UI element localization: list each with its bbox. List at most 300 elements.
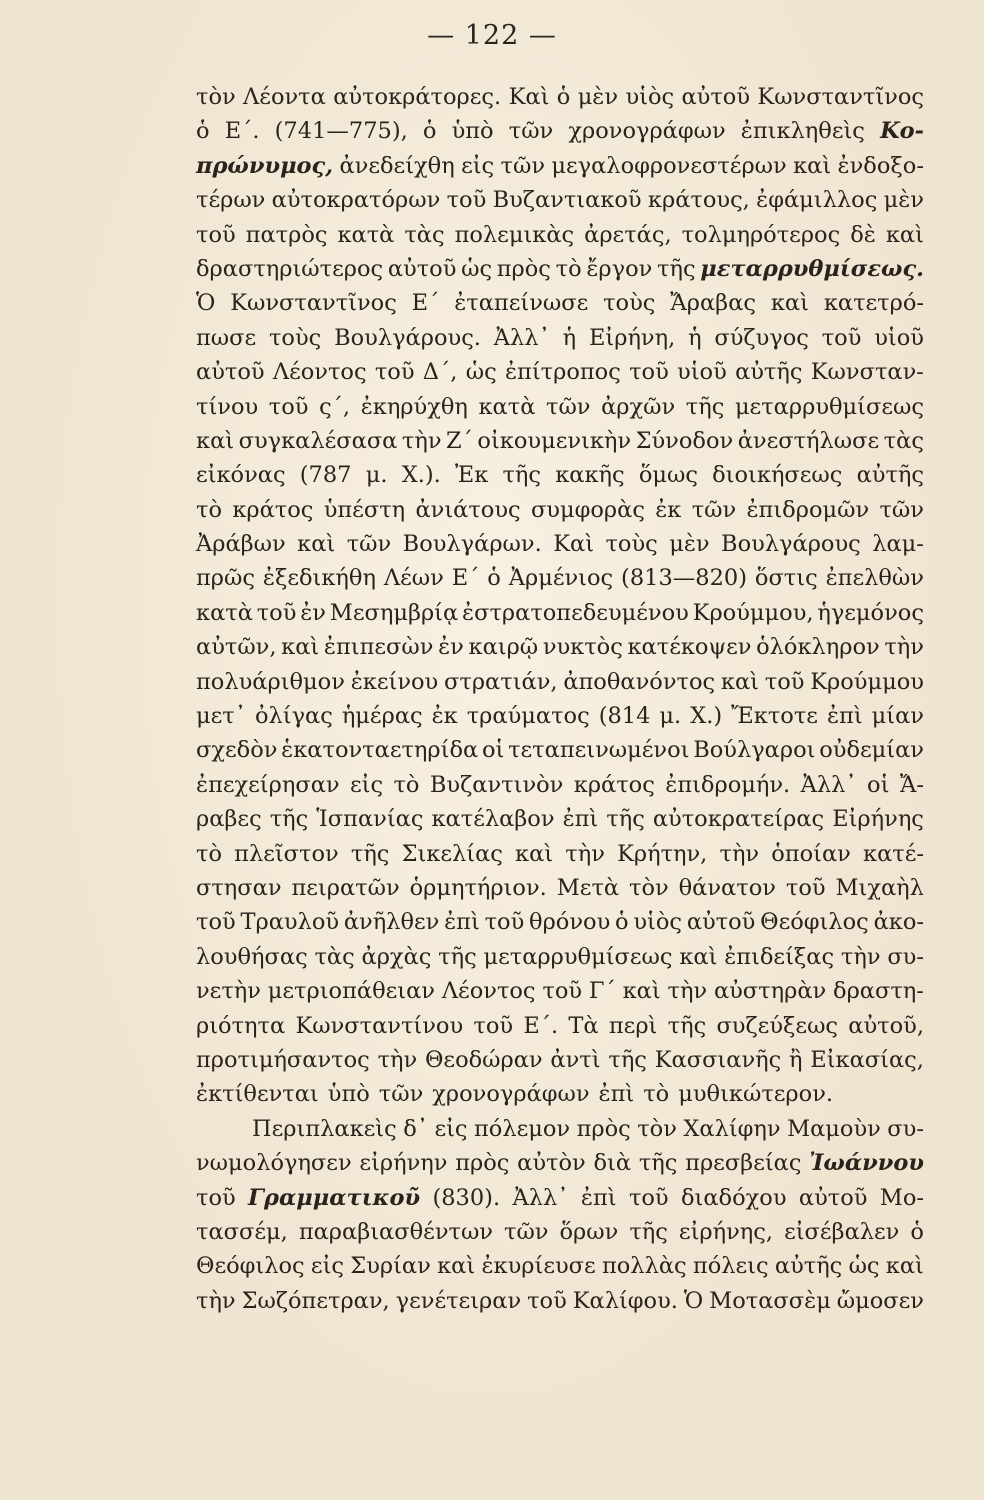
text-word: ἀρχῶν: [601, 393, 676, 420]
text-line: [196, 596, 924, 630]
text-word: τοῦ: [629, 359, 669, 386]
text-line: [196, 355, 924, 389]
text-word: Ὁ: [683, 1287, 704, 1314]
text-word: Τραυλοῦ: [240, 909, 340, 936]
text-word: τῆς: [269, 806, 309, 833]
text-word: χρονογράφων: [568, 118, 726, 145]
text-line: [196, 458, 924, 492]
text-word: προτιμήσαντος: [196, 1046, 370, 1073]
text-word: Βουλγάρους: [721, 531, 861, 558]
text-word: τοὺς: [268, 324, 322, 351]
text-word: τοῦ: [256, 599, 297, 626]
text-word: τῶν: [691, 496, 737, 523]
text-word: Ε΄.: [224, 118, 260, 145]
text-word: τοῦ: [473, 1012, 514, 1039]
text-word: Καὶ: [553, 531, 595, 558]
text-word: ὀλίγας: [254, 703, 333, 730]
text-word: ἡμέρας: [341, 703, 423, 730]
text-word: πρῶς: [196, 565, 255, 592]
text-word: Χ.): [690, 703, 723, 730]
text-word: Σύνοδον: [635, 427, 734, 454]
text-word: θάνατον: [678, 874, 776, 901]
text-word: ἐκυρίευσε: [481, 1253, 596, 1280]
text-word: αὐστηρὰν: [713, 978, 827, 1005]
text-word: ριότητα: [196, 1012, 286, 1039]
text-word: αὐτῆς: [735, 359, 803, 386]
text-word: Εἰρήνης: [832, 806, 924, 833]
text-word: υἱοῦ: [874, 324, 924, 351]
text-word: καὶ: [793, 152, 832, 179]
text-line: [196, 390, 924, 424]
text-word: Ἀλλ᾽: [800, 771, 857, 798]
text-word: ἐπὶ: [826, 703, 863, 730]
text-word: πειρατῶν: [291, 874, 400, 901]
text-word: Τὰ: [568, 1012, 599, 1039]
text-word: υἱὸς: [625, 84, 675, 110]
text-word: Μο-: [879, 1184, 924, 1211]
text-word: δ᾽: [403, 1115, 428, 1142]
text-word: αὐτῶν,: [196, 634, 277, 661]
text-line: [196, 424, 924, 458]
text-word: ἐκ: [431, 703, 458, 730]
text-word: τοῦ: [542, 978, 583, 1005]
text-line: [196, 321, 924, 355]
text-word: Ε΄.: [523, 1012, 559, 1039]
text-word: τῶν: [378, 1081, 424, 1108]
text-word: κατὰ: [478, 393, 536, 420]
text-word: ἐπικληθεὶς: [740, 118, 865, 145]
text-word: ὁ: [615, 909, 629, 936]
text-word: Θεόφιλος: [196, 1253, 305, 1280]
text-word: κράτος: [232, 496, 314, 523]
text-word: τὸν: [637, 1115, 677, 1142]
text-word: πατρὸς: [245, 221, 328, 248]
text-word: μίαν: [871, 703, 924, 730]
text-line: [196, 1043, 924, 1077]
text-word: πόλεμον: [474, 1115, 571, 1142]
text-word: μεγαλοφρονεστέρων: [551, 152, 787, 179]
text-word: νετὴν: [196, 978, 261, 1005]
text-word: ἀρετάς,: [584, 221, 672, 248]
text-word: ὁ: [487, 565, 501, 592]
text-word: υἱὸς: [633, 909, 683, 936]
text-line: [196, 837, 924, 871]
text-word: Χαλίφην: [683, 1115, 781, 1142]
text-word: μυθικώτερον.: [678, 1081, 834, 1108]
text-word: ὤμοσεν: [836, 1287, 924, 1314]
text-word: Μαμοὺν: [787, 1115, 881, 1142]
text-word: Σικελίας: [401, 840, 503, 867]
text-line: [196, 940, 924, 974]
text-word: λουθήσας: [196, 943, 308, 970]
text-word: διὰ: [593, 1150, 632, 1177]
text-word: αὐτῆς: [856, 462, 924, 489]
text-word: καὶ: [281, 634, 320, 661]
text-word: Θεοδώραν: [424, 1046, 543, 1073]
text-word: ὅρων: [559, 1218, 619, 1245]
text-word: ὑπέστη: [323, 496, 406, 523]
text-word: τίνου: [196, 393, 259, 420]
text-word: ἑκατονταετηρίδα: [281, 737, 479, 764]
text-word: ἀντὶ: [550, 1046, 601, 1073]
text-word: καὶ: [196, 427, 235, 454]
text-word: Ἱσπανίας: [316, 806, 424, 833]
text-word: πρὸς: [496, 255, 551, 282]
text-word: συ-: [887, 1115, 924, 1142]
text-word: Ὁ: [196, 290, 216, 317]
text-word: τῆς: [685, 393, 725, 420]
text-word: ὁ: [556, 84, 571, 110]
text-word: Βυζαντινὸν: [429, 771, 564, 798]
text-word: ἐπὶ: [580, 1184, 617, 1211]
text-word: εἰρήνην: [359, 1150, 448, 1177]
text-word: Θεόφιλος: [760, 909, 869, 936]
text-word: Κρούμμου,: [692, 599, 814, 626]
text-word: τοῦ: [446, 187, 487, 214]
text-line: [196, 768, 924, 802]
text-word: ἐπιδείξας: [724, 943, 835, 970]
text-word: Σωζόπετραν,: [241, 1287, 390, 1314]
text-word: ἐταπείνωσε: [454, 290, 589, 317]
text-word: Γ΄: [588, 978, 616, 1005]
text-word: κατὰ: [196, 599, 253, 626]
text-word: τὸ: [393, 771, 420, 798]
text-word: αὐτοκρατείρας: [652, 806, 825, 833]
text-word: Μετὰ: [556, 874, 620, 901]
text-word: Συρίαν: [350, 1253, 431, 1280]
text-word: κατὰ: [337, 221, 395, 248]
text-word: ἐπιπεσὼν: [323, 634, 434, 661]
text-word: τὸ: [196, 840, 222, 867]
text-word: Εἰρήνη,: [588, 324, 676, 351]
text-word: εἰς: [461, 152, 495, 179]
text-word: ἀνεστήλωσε: [737, 427, 880, 454]
text-word: ὑπὸ: [451, 118, 494, 145]
text-word: μετ᾽: [196, 703, 246, 730]
body-text: [196, 80, 924, 1318]
text-word: τῶν: [879, 496, 924, 523]
text-word: καὶ: [437, 1253, 476, 1280]
text-word: ἐνδοξο-: [837, 152, 924, 179]
text-word: κατετρό-: [823, 290, 924, 317]
text-word: Κο-: [880, 118, 924, 145]
text-word: πρὸς: [455, 1150, 510, 1177]
text-word: τῶν: [504, 1218, 549, 1245]
text-line: [196, 252, 924, 286]
text-word: πόλεις: [692, 1253, 769, 1280]
text-word: τὰς: [883, 427, 924, 454]
text-word: οἱ: [481, 737, 505, 764]
text-word: ἀρχὰς: [361, 943, 432, 970]
text-word: καὶ: [297, 531, 336, 558]
text-word: ἐπίτροπος: [504, 359, 621, 386]
text-word: Περιπλακεὶς: [252, 1115, 397, 1142]
text-word: Ἄραβας: [670, 290, 756, 317]
text-line: [196, 733, 924, 767]
text-word: κράτους,: [647, 187, 750, 214]
text-word: εἰς: [349, 771, 384, 798]
text-line: [196, 149, 924, 183]
text-word: μεταρρυθμίσεως.: [700, 255, 924, 282]
text-word: ὡς: [465, 359, 497, 386]
text-word: ἔργον: [586, 255, 653, 282]
text-word: τοῦ: [374, 359, 415, 386]
text-word: τὸ: [555, 255, 582, 282]
text-word: τῆς: [502, 462, 541, 489]
text-word: Ἔκτοτε: [731, 703, 818, 730]
text-word: καὶ: [515, 840, 554, 867]
text-line: [196, 871, 924, 905]
text-word: πρώνυμος,: [196, 152, 334, 179]
text-word: ἡ: [688, 324, 702, 351]
text-word: Βυζαντιακοῦ: [492, 187, 642, 214]
text-word: πρὸς: [576, 1115, 631, 1142]
text-word: τὸν: [629, 874, 669, 901]
text-word: Καλίφου.: [572, 1287, 678, 1314]
text-word: πολυάριθμον: [196, 668, 345, 695]
text-word: ἀνεδείχθη: [339, 152, 455, 179]
text-word: ἐστρατοπεδευμένου: [462, 599, 689, 626]
text-word: Μεσημβρίᾳ: [329, 599, 459, 626]
text-word: Μοτασσὲμ: [709, 1287, 831, 1314]
text-word: Δ΄,: [422, 359, 458, 386]
text-word: κακῆς: [555, 462, 625, 489]
text-word: ἡ: [562, 324, 577, 351]
text-line: [196, 1215, 924, 1249]
text-word: πρεσβείας: [685, 1150, 802, 1177]
text-word: καὶ: [885, 221, 924, 248]
text-word: Κωνσταντίνου: [295, 1012, 464, 1039]
text-word: ὑπὸ: [327, 1081, 370, 1108]
text-word: ἐκηρύχθη: [360, 393, 468, 420]
text-word: Λέοντα: [243, 84, 326, 110]
text-word: πολλὰς: [601, 1253, 687, 1280]
text-word: Ε΄: [451, 565, 480, 592]
text-word: τοῦ: [764, 668, 805, 695]
text-word: Γραμματικοῦ: [248, 1184, 421, 1211]
text-word: νυκτὸς: [542, 634, 623, 661]
text-word: Ζ΄: [446, 427, 473, 454]
text-word: καιρῷ: [468, 634, 539, 661]
text-word: ἐκτίθενται: [196, 1081, 319, 1108]
text-word: τῆς: [667, 1012, 707, 1039]
text-word: στησαν: [196, 874, 282, 901]
text-line: [196, 80, 924, 114]
text-word: διοικήσεως: [712, 462, 843, 489]
text-line: [196, 527, 924, 561]
text-word: ἀνιάτους: [415, 496, 521, 523]
text-word: ἐπελθὼν: [825, 565, 924, 592]
text-word: ὁρμητήριον.: [409, 874, 547, 901]
text-word: ἐφάμιλλος: [756, 187, 878, 214]
text-word: τὰς: [404, 221, 445, 248]
text-word: σχεδὸν: [196, 737, 278, 764]
text-word: Βουλγάρους.: [334, 324, 481, 351]
text-line: [196, 665, 924, 699]
text-word: μ.: [365, 462, 388, 489]
text-word: ἐκ: [655, 496, 682, 523]
text-word: πολεμικὰς: [454, 221, 575, 248]
text-word: τὴν: [565, 840, 605, 867]
text-word: τὸ: [196, 496, 222, 523]
text-word: καὶ: [622, 978, 661, 1005]
text-word: αὐτὸν: [517, 1150, 586, 1177]
text-word: Ἐκ: [455, 462, 489, 489]
text-line: [196, 493, 924, 527]
text-word: Ἰωάννου: [809, 1150, 924, 1177]
text-word: τοῦ: [268, 393, 309, 420]
text-word: μ.: [659, 703, 682, 730]
text-word: εἰκόνας: [196, 462, 286, 489]
text-word: Κρήτην,: [617, 840, 708, 867]
text-word: Κωνσταν-: [810, 359, 924, 386]
text-word: αὐτοῦ: [196, 359, 265, 386]
text-word: Λέοντος: [441, 978, 536, 1005]
text-word: τῶν: [546, 393, 591, 420]
text-word: Χ.).: [401, 462, 441, 489]
text-word: ἐκείνου: [350, 668, 439, 695]
text-word: τοὺς: [605, 531, 658, 558]
text-word: ὁποίαν: [771, 840, 851, 867]
text-word: τῆς: [629, 1218, 668, 1245]
text-word: καὶ: [679, 943, 718, 970]
text-word: δραστη-: [833, 978, 924, 1005]
text-word: τὴν: [667, 978, 708, 1005]
text-word: Εἰκασίας,: [810, 1046, 924, 1073]
text-word: εἰσέβαλεν: [784, 1218, 900, 1245]
text-word: ἐπιδρομῶν: [746, 496, 870, 523]
text-word: τὴν: [196, 1287, 236, 1314]
text-word: ὡς: [848, 1253, 880, 1280]
text-word: κράτος: [573, 771, 655, 798]
text-word: ἐπὶ: [562, 806, 599, 833]
text-word: αὐτοκράτορες.: [333, 84, 502, 110]
text-word: σύζυγος: [714, 324, 809, 351]
text-line: [196, 1249, 924, 1283]
text-word: οἱ: [867, 771, 890, 798]
text-word: τοῦ: [527, 1287, 567, 1314]
text-word: τεταπεινωμένοι: [508, 737, 690, 764]
text-word: μεταρρυθμίσεως: [734, 393, 924, 420]
text-word: Λέων: [383, 565, 444, 592]
text-word: εἰς: [310, 1253, 345, 1280]
text-word: ἐπὶ: [444, 909, 480, 936]
text-word: Ἀρμένιος: [508, 565, 614, 592]
text-word: τῆς: [438, 943, 477, 970]
text-word: Ἀλλ᾽: [512, 1184, 569, 1211]
text-line: [196, 974, 924, 1008]
text-word: τὰς: [314, 943, 355, 970]
text-word: νωμολόγησεν: [196, 1150, 352, 1177]
text-word: αὐτοῦ: [686, 909, 756, 936]
text-word: ὁ: [910, 1218, 924, 1245]
text-word: (787: [299, 462, 352, 489]
text-word: τὸν: [196, 84, 236, 110]
text-word: τῆς: [606, 806, 645, 833]
text-word: χρονογράφων: [432, 1081, 590, 1108]
text-word: αὐτοῦ: [798, 1184, 868, 1211]
text-word: τέρων: [196, 187, 266, 214]
text-line: [196, 218, 924, 252]
text-word: ὡς: [461, 255, 493, 282]
text-word: Ε΄: [411, 290, 440, 317]
text-word: μὲν: [883, 187, 924, 214]
text-word: διαδόχου: [680, 1184, 787, 1211]
text-word: τὴν: [719, 840, 760, 867]
text-word: υἱοῦ: [677, 359, 727, 386]
text-line: [196, 630, 924, 664]
text-word: ἐν: [438, 634, 464, 661]
text-word: τῆς: [657, 255, 696, 282]
text-word: ἐξεδικήθη: [262, 565, 376, 592]
text-word: παραβιασθέντων: [298, 1218, 493, 1245]
text-word: τὸ: [643, 1081, 670, 1108]
text-word: κατέ-: [863, 840, 924, 867]
text-word: (830).: [432, 1184, 501, 1211]
text-word: δὲ: [850, 221, 876, 248]
text-word: οὐδεμίαν: [819, 737, 924, 764]
text-word: ὁ: [196, 118, 210, 145]
text-line: [196, 1181, 924, 1215]
text-word: δραστηριώτερος: [196, 255, 384, 282]
text-word: τὴν: [377, 1046, 418, 1073]
text-word: τὴν: [401, 427, 442, 454]
text-word: ἢ: [789, 1046, 803, 1073]
text-word: τοῦ: [628, 1184, 669, 1211]
text-line: [196, 561, 924, 595]
text-word: τῶν: [346, 531, 392, 558]
text-word: Βουλγάρων.: [402, 531, 542, 558]
text-word: τοῦ: [196, 221, 236, 248]
text-word: τραύματος: [466, 703, 590, 730]
text-word: ὁλόκληρον: [756, 634, 880, 661]
page-number: — 122 —: [427, 20, 557, 51]
text-word: ὅστις: [754, 565, 818, 592]
text-word: μὲν: [669, 531, 710, 558]
text-word: ς΄,: [319, 393, 351, 420]
text-word: Κωνσταντῖνος: [230, 290, 397, 317]
text-word: τασσέμ,: [196, 1218, 288, 1245]
text-word: στρατιάν,: [444, 668, 558, 695]
text-word: ραβες: [196, 806, 262, 833]
text-word: μετριοπάθειαν: [267, 978, 435, 1005]
text-line: [196, 1077, 924, 1111]
text-word: αὐτῆς: [774, 1253, 843, 1280]
text-word: ἐπεχείρησαν: [196, 771, 340, 798]
text-line: [196, 905, 924, 939]
text-word: τῶν: [508, 118, 554, 145]
text-word: (741—775),: [274, 118, 408, 145]
text-word: τοῦ: [821, 324, 862, 351]
text-word: τῆς: [350, 840, 390, 867]
text-word: οἰκουμενικὴν: [477, 427, 632, 454]
text-word: μεταρρυθμίσεως: [483, 943, 673, 970]
text-word: κατέκοψεν: [627, 634, 752, 661]
text-word: καὶ: [885, 1253, 924, 1280]
text-word: αὐτοκρατόρων: [271, 187, 441, 214]
text-word: τοῦ: [196, 909, 236, 936]
text-word: τοῦ: [196, 1184, 236, 1211]
text-word: αὐτοῦ: [681, 84, 751, 110]
text-word: ἐπιδρομήν.: [665, 771, 791, 798]
text-word: Ἀλλ᾽: [493, 324, 550, 351]
text-word: συ-: [887, 943, 924, 970]
text-word: μὲν: [577, 84, 619, 110]
text-word: ἀποθανόντος: [563, 668, 716, 695]
text-word: Κωνσταντῖνος: [757, 84, 924, 110]
text-word: (813—820): [621, 565, 747, 592]
text-line: [196, 699, 924, 733]
